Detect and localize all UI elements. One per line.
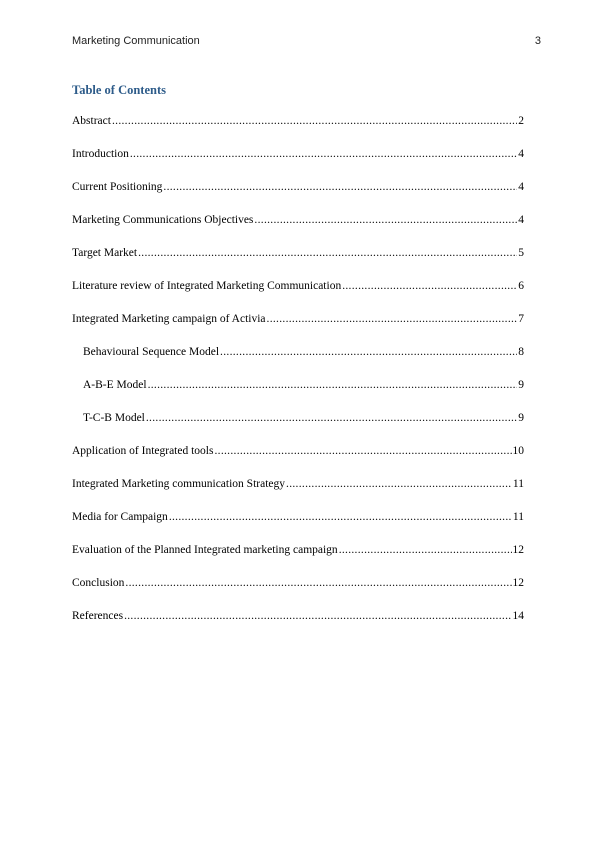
toc-entry-label: Media for Campaign [72,511,168,523]
toc-dot-leader [254,214,517,226]
toc-entry-abstract[interactable] [72,115,524,148]
toc-entry-page: 9 [518,379,524,391]
toc-entry-literature-review[interactable] [72,280,524,313]
toc-entry-label: Integrated Marketing communication Strategy [72,478,286,490]
toc-dot-leader [169,511,512,523]
toc-dot-leader [220,346,517,358]
table-of-contents [72,115,524,643]
toc-entry-introduction[interactable] [72,148,524,181]
toc-entry-current-positioning[interactable] [72,181,524,214]
toc-dot-leader [214,445,511,457]
toc-entry-page: 7 [518,313,524,325]
toc-entry-label: Conclusion [72,577,125,589]
toc-dot-leader [130,148,517,160]
toc-entry-imc-strategy[interactable] [72,478,524,511]
toc-entry-label: Target Market [72,247,138,259]
toc-entry-label: A-B-E Model [83,379,147,391]
toc-entry-label: Integrated Marketing campaign of Activia [72,313,266,325]
toc-entry-page: 14 [512,610,524,622]
toc-dot-leader [342,280,517,292]
toc-entry-conclusion[interactable] [72,577,524,610]
toc-entry-label: Abstract [72,115,111,127]
toc-entry-references[interactable] [72,610,524,643]
toc-entry-integrated-marketing-campaign[interactable] [72,313,524,346]
toc-entry-page: 12 [512,577,524,589]
toc-entry-page: 6 [518,280,524,292]
toc-entry-application-of-integrated-tools[interactable] [72,445,524,478]
toc-entry-behavioural-sequence-model[interactable] [72,346,524,379]
toc-entry-media-for-campaign[interactable] [72,511,524,544]
toc-dot-leader [125,577,511,589]
toc-entry-page: 11 [512,478,524,490]
toc-entry-page: 9 [518,412,524,424]
toc-entry-target-market[interactable] [72,247,524,280]
toc-entry-label: Marketing Communications Objectives [72,214,254,226]
toc-entry-page: 2 [518,115,524,127]
toc-entry-page: 12 [512,544,524,556]
toc-entry-label: Evaluation of the Planned Integrated marketing campaign [72,544,338,556]
toc-entry-page: 11 [512,511,524,523]
toc-dot-leader [112,115,517,127]
header-title: Marketing Communication [72,35,200,47]
toc-entry-marketing-communications-objectives[interactable] [72,214,524,247]
toc-entry-label: Application of Integrated tools [72,445,214,457]
toc-entry-page: 4 [518,148,524,160]
toc-entry-evaluation[interactable] [72,544,524,577]
toc-dot-leader [286,478,512,490]
toc-entry-page: 4 [518,214,524,226]
toc-entry-page: 10 [512,445,524,457]
toc-dot-leader [339,544,512,556]
toc-heading: Table of Contents [72,83,166,97]
toc-entry-label: Current Positioning [72,181,163,193]
toc-dot-leader [146,412,517,424]
toc-dot-leader [138,247,517,259]
toc-entry-tcb-model[interactable] [72,412,524,445]
toc-dot-leader [163,181,517,193]
toc-entry-label: Literature review of Integrated Marketing Communication [72,280,342,292]
toc-dot-leader [148,379,518,391]
toc-entry-page: 8 [518,346,524,358]
toc-entry-label: References [72,610,124,622]
toc-entry-page: 4 [518,181,524,193]
toc-entry-label: Introduction [72,148,129,160]
toc-entry-label: T-C-B Model [83,412,145,424]
toc-entry-page: 5 [518,247,524,259]
toc-dot-leader [267,313,518,325]
toc-entry-label: Behavioural Sequence Model [83,346,220,358]
header-page-number: 3 [534,35,541,47]
toc-dot-leader [124,610,511,622]
toc-entry-abe-model[interactable] [72,379,524,412]
page-header [72,35,541,51]
